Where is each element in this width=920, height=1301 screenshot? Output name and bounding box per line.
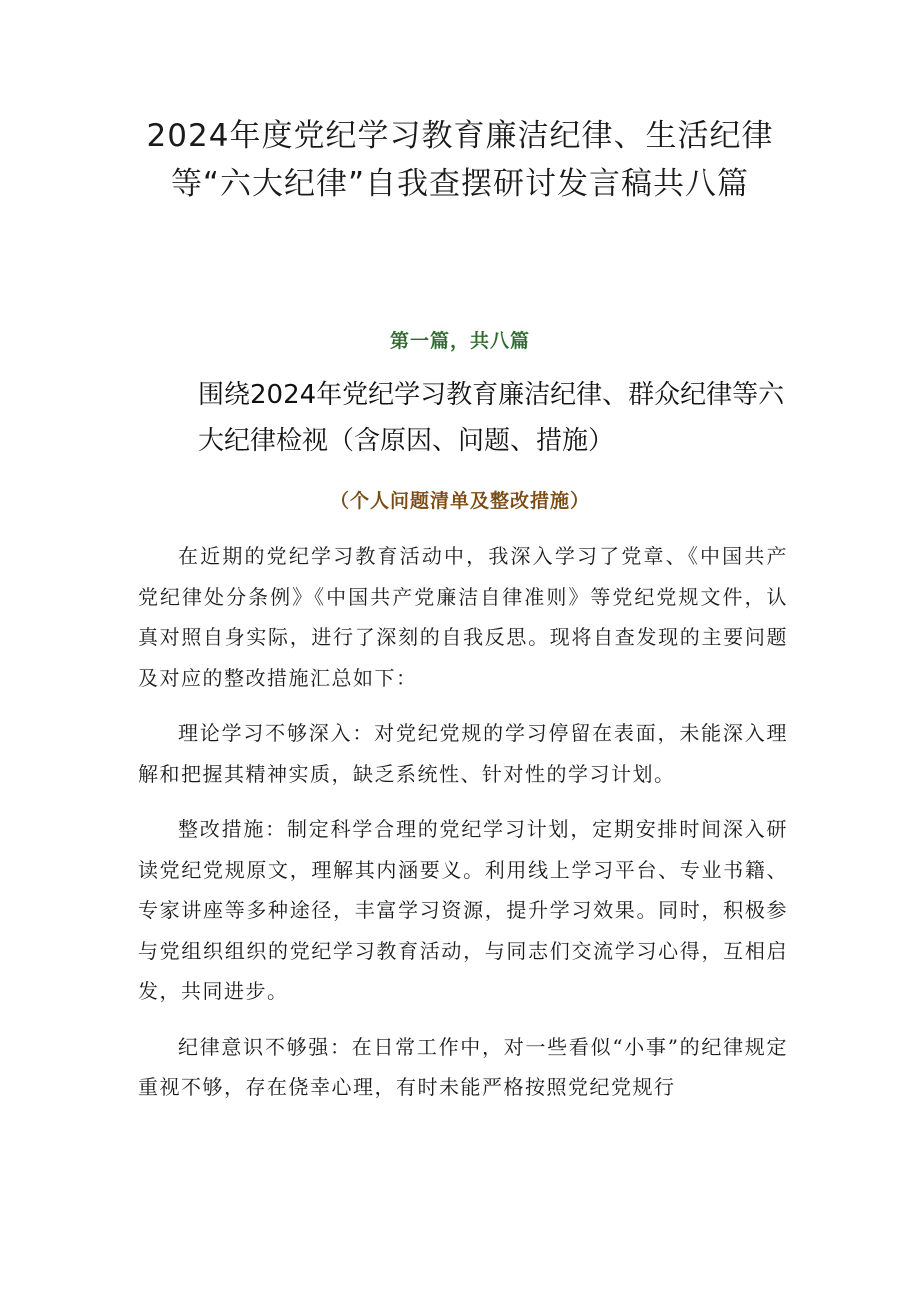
- paragraph-intro: 在近期的党纪学习教育活动中，我深入学习了党章、《中国共产党纪律处分条例》《中国共产党廉洁自律准则》等党纪党规文件，认真对照自身实际，进行了深刻的自我反思。现将自查发现的主要问题及对应的整改措施汇总如下：: [138, 544, 788, 690]
- paragraph-problem-theory: 理论学习不够深入：对党纪党规的学习停留在表面，未能深入理解和把握其精神实质，缺乏系统性、针对性的学习计划。: [138, 721, 788, 786]
- part-heading: 第一篇，共八篇: [389, 330, 530, 352]
- body-text: [138, 536, 788, 1123]
- paragraph-problem-discipline: 纪律意识不够强：在日常工作中，对一些看似“小事”的纪律规定重视不够，存在侥幸心理，有时未能严格按照党纪党规行: [138, 1034, 788, 1099]
- paragraph-rectification: 整改措施：制定科学合理的党纪学习计划，定期安排时间深入研读党纪党规原文，理解其内涵要义。利用线上学习平台、专业书籍、专家讲座等多种途径，丰富学习资源，提升学习效果。同时，积极参与党组织组织的党纪学习教育活动，与同志们交流学习心得，互相启发，共同进步。: [138, 817, 788, 1003]
- subtitle-note: （个人问题清单及整改措施）: [329, 490, 590, 512]
- article-subtitle: 围绕2024年党纪学习教育廉洁纪律、群众纪律等六大纪律检视（含原因、问题、措施）: [198, 380, 785, 456]
- document-title: 2024年度党纪学习教育廉洁纪律、生活纪律等“六大纪律”自我查摆研讨发言稿共八篇: [146, 118, 774, 202]
